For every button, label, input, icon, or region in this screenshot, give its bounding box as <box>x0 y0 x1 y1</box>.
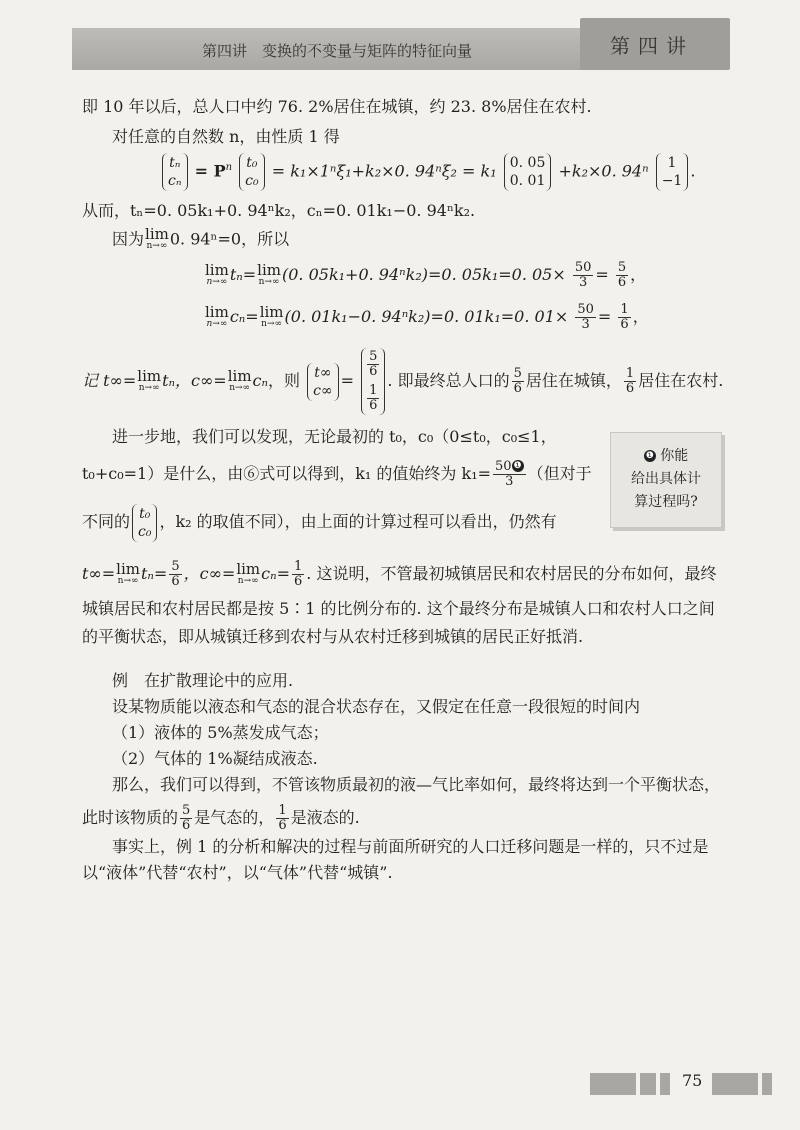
chapter-tab <box>580 18 730 70</box>
paragraph-line <box>112 836 708 858</box>
text: ，c∞= <box>183 564 236 583</box>
limit-symbol: lim n→∞ <box>236 559 261 586</box>
paragraph-line <box>82 598 715 620</box>
text: n <box>225 162 233 173</box>
note-line: 算过程吗? <box>634 494 698 510</box>
footer-decor-block <box>640 1073 656 1095</box>
text: = <box>242 265 257 284</box>
text: 进一步地，我们可以发现，无论最初的 t₀，c₀（0≤t₀，c₀≤1， <box>112 427 557 446</box>
text: 因为 <box>112 229 145 249</box>
text: 从而，tₙ=0. 05k₁+0. 94ⁿk₂，cₙ=0. 01k₁−0. 94ⁿk₂. <box>82 201 476 220</box>
chapter-tab-label: 第四讲 <box>610 34 694 58</box>
equation-limit-c <box>204 300 649 334</box>
paragraph-line <box>112 774 720 796</box>
text: ，则 <box>268 371 301 390</box>
text: = <box>276 564 290 583</box>
text: 记 t∞= <box>82 371 137 390</box>
text: 那么，我们可以得到，不管该物质最初的液—气比率如何，最终将达到一个平衡状态， <box>112 775 721 794</box>
text: +k₂×0. 94ⁿ <box>558 161 649 181</box>
limit-symbol: lim n→∞ <box>116 559 140 586</box>
vector-t-inf-c-inf: t∞ c∞ <box>307 363 339 401</box>
text: (0. 01k₁−0. 94ⁿk₂)=0. 01k₁=0. 01× <box>284 307 569 326</box>
text: 不同的 <box>82 512 131 531</box>
footnote-marker: ❶ <box>645 451 654 461</box>
fraction-5-6: $\frac{5}{6}$ <box>171 559 180 589</box>
limit-symbol: lim n→∞ <box>205 302 229 329</box>
vector-t0-c0: t₀ c₀ <box>132 504 157 542</box>
chapter-title: 第四讲 变换的不变量与矩阵的特征向量 <box>202 42 473 60</box>
text: ，c∞= <box>175 371 227 390</box>
paragraph-line <box>112 722 329 744</box>
fraction-5-6: $\frac{5}{6}$ <box>182 803 191 833</box>
paragraph-line <box>82 500 557 544</box>
footer-decor-block <box>762 1073 772 1095</box>
text: 居住在城镇， <box>525 371 622 390</box>
fraction-1-6: $\frac{1}{6}$ <box>625 366 635 396</box>
text: ，k₂ 的取值不同），由上面的计算过程可以看出，仍然有 <box>159 512 557 531</box>
paragraph-line <box>112 126 340 148</box>
text: (0. 05k₁+0. 94ⁿk₂)=0. 05k₁=0. 05× <box>281 265 566 284</box>
text: = <box>153 564 168 583</box>
margin-note <box>610 432 722 528</box>
text: 设某物质能以液态和气态的混合状态存在，又假定在任意一段很短的时间内 <box>112 697 641 716</box>
limit-symbol: lim n→∞ <box>205 260 229 287</box>
paragraph-line <box>112 225 290 252</box>
vector-eigen-2: 1 −1 <box>656 153 689 191</box>
paragraph-line <box>82 456 592 492</box>
text: = <box>597 307 612 326</box>
footer-decor-block <box>590 1073 636 1095</box>
note-line: 你能 <box>660 448 689 464</box>
vector-t0-c0: t₀ c₀ <box>239 153 264 191</box>
text: 是气态的， <box>194 808 275 827</box>
vector-eigen-1: 0. 05 0. 01 <box>504 153 552 191</box>
text: tₙ <box>229 265 243 284</box>
text: = <box>340 371 355 390</box>
limit-symbol: lim n→∞ <box>137 366 162 393</box>
text: 的平衡状态，即从城镇迁移到农村与从农村迁移到城镇的居民正好抵消. <box>82 627 584 646</box>
fraction-1-6: $\frac{1}{6}$ <box>278 803 287 833</box>
note-line: 给出具体计 <box>631 471 701 487</box>
text: 以“液体”代替“农村”，以“气体”代替“城镇”. <box>82 863 393 882</box>
fraction-50-3: $\frac{50}{3}$ <box>574 260 592 290</box>
vector-limit-fractions: 5 6 1 6 <box>361 348 385 415</box>
fraction-5-6: $\frac{5}{6}$ <box>513 366 522 396</box>
text: . <box>387 371 393 390</box>
footer-decor-block <box>712 1073 758 1095</box>
paragraph-line <box>82 800 360 836</box>
paragraph-line <box>82 200 475 222</box>
equation-limit-t <box>204 258 646 292</box>
paragraph-line <box>82 626 583 648</box>
text: t₀+c₀=1）是什么，由⑥式可以得到，k₁ 的值始终为 k₁= <box>82 464 492 483</box>
paragraph-line <box>82 862 393 884</box>
text: 居住在农村. <box>638 371 724 390</box>
text: cₙ <box>261 564 277 583</box>
paragraph-line <box>82 556 716 592</box>
text: tₙ <box>141 564 154 583</box>
text: 城镇居民和农村居民都是按 5∶1 的比例分布的. 这个最终分布是城镇人口和农村人口之间 <box>82 599 715 618</box>
limit-symbol: lim n→∞ <box>145 225 169 251</box>
paragraph-line <box>82 96 592 118</box>
text: ， <box>630 265 647 284</box>
paragraph-line <box>82 348 723 415</box>
text: = <box>595 265 609 284</box>
text: cₙ <box>252 371 268 390</box>
text: 事实上，例 1 的分析和解决的过程与前面所研究的人口迁移问题是一样的，只不过是 <box>112 837 709 856</box>
text: （2）气体的 1%凝结成液态. <box>112 749 318 768</box>
text: = <box>245 307 259 326</box>
fraction-1-6: $\frac{1}{6}$ <box>294 559 303 589</box>
paragraph-line <box>112 696 640 718</box>
text: t∞= <box>82 564 116 583</box>
text: . <box>690 161 696 181</box>
text: 例 在扩散理论中的应用. <box>112 671 294 690</box>
footnote-marker: ❶ <box>513 461 522 471</box>
text: . 这说明，不管最初城镇居民和农村居民的分布如何，最终 <box>306 564 717 583</box>
vector-tn-cn: tₙ cₙ <box>162 153 188 191</box>
limit-symbol: lim n→∞ <box>259 302 284 329</box>
text: 是液态的. <box>290 808 360 827</box>
example-heading <box>112 670 293 692</box>
paragraph-line <box>112 426 557 448</box>
limit-symbol: lim n→∞ <box>227 366 252 393</box>
text: 对任意的自然数 n，由性质 1 得 <box>112 127 340 146</box>
text: tₙ <box>162 371 176 390</box>
text: = k₁×1ⁿξ₁+k₂×0. 94ⁿξ₂ = k₁ <box>271 161 497 181</box>
equation-matrix-power <box>160 146 695 193</box>
page-number: 75 <box>682 1071 703 1090</box>
footer-decor-block <box>660 1073 670 1095</box>
text: cₙ <box>229 307 246 326</box>
text: 0. 94ⁿ=0，所以 <box>169 229 290 249</box>
text: = P <box>194 161 226 181</box>
text: 即 10 年以后，总人口中约 76. 2%居住在城镇，约 23. 8%居住在农村. <box>82 97 592 116</box>
text: （但对于 <box>527 464 592 483</box>
fraction-1-6: $\frac{1}{6}$ <box>620 302 629 332</box>
paragraph-line <box>112 748 318 770</box>
limit-symbol: lim n→∞ <box>257 260 281 287</box>
fraction-50-3: $\frac{50}{3}$ <box>577 302 594 332</box>
fraction-50-3: $\frac{\text{50 ❶}}{3}$ <box>493 460 526 489</box>
text: 即最终总人口的 <box>397 371 510 390</box>
text: 此时该物质的 <box>82 808 179 827</box>
fraction-5-6: $\frac{5}{6}$ <box>617 260 627 290</box>
text: ， <box>632 307 649 326</box>
text: （1）液体的 5%蒸发成气态； <box>112 723 329 742</box>
